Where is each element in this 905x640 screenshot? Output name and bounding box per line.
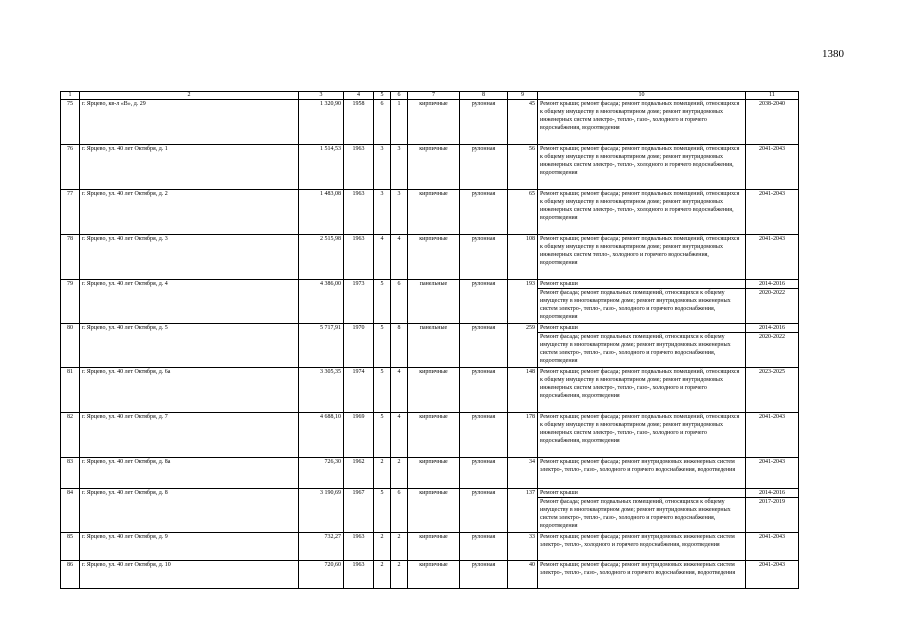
wall-material-cell: кирпичные xyxy=(408,533,460,561)
column-number: 8 xyxy=(460,92,508,100)
wall-material-cell: кирпичные xyxy=(408,235,460,280)
address-cell: г. Ярцево, ул. 40 лет Октября, д. 7 xyxy=(80,413,299,458)
entrances-cell: 2 xyxy=(391,561,408,589)
row-number: 81 xyxy=(61,368,80,413)
works-cell: Ремонт крыши; ремонт фасада; ремонт подвальных помещений, относящихся к общему имуществу в многоквартирном доме; ремонт внутридомовых инженерных систем электро-, тепло-, холодного и горячего водоснабжения, водоотведения xyxy=(538,145,746,190)
page-number: 1380 xyxy=(822,48,844,60)
entrances-cell: 4 xyxy=(391,368,408,413)
area-cell: 4 688,10 xyxy=(299,413,344,458)
term-cell: 2020-2022 xyxy=(746,333,799,368)
column-number: 9 xyxy=(508,92,538,100)
area-cell: 4 386,00 xyxy=(299,280,344,324)
works-cell: Ремонт крыши xyxy=(538,324,746,333)
column-number: 2 xyxy=(80,92,299,100)
area-cell: 2 515,98 xyxy=(299,235,344,280)
term-cell: 2020-2022 xyxy=(746,289,799,324)
term-cell: 2041-2043 xyxy=(746,190,799,235)
roof-type-cell: рулонная xyxy=(460,324,508,368)
residents-cell: 56 xyxy=(508,145,538,190)
term-cell: 2041-2043 xyxy=(746,458,799,489)
floors-cell: 3 xyxy=(374,145,391,190)
works-cell: Ремонт фасада; ремонт подвальных помещений, относящихся к общему имуществу в многоквартирном доме; ремонт внутридомовых инженерных систем электро-, тепло-, газо-, холодного и горячего водоснабжения, водоотведения xyxy=(538,498,746,533)
year-cell: 1962 xyxy=(344,458,374,489)
wall-material-cell: кирпичные xyxy=(408,145,460,190)
column-number: 3 xyxy=(299,92,344,100)
column-number: 7 xyxy=(408,92,460,100)
term-cell: 2041-2043 xyxy=(746,561,799,589)
term-cell: 2014-2016 xyxy=(746,280,799,289)
wall-material-cell: кирпичные xyxy=(408,413,460,458)
residents-cell: 40 xyxy=(508,561,538,589)
wall-material-cell: кирпичные xyxy=(408,458,460,489)
table-row xyxy=(61,280,799,289)
wall-material-cell: кирпичные xyxy=(408,561,460,589)
term-cell: 2014-2016 xyxy=(746,324,799,333)
column-number: 6 xyxy=(391,92,408,100)
row-number: 85 xyxy=(61,533,80,561)
year-cell: 1969 xyxy=(344,413,374,458)
roof-type-cell: рулонная xyxy=(460,533,508,561)
floors-cell: 2 xyxy=(374,533,391,561)
floors-cell: 5 xyxy=(374,280,391,324)
entrances-cell: 3 xyxy=(391,190,408,235)
address-cell: г. Ярцево, ул. 40 лет Октября, д. 3 xyxy=(80,235,299,280)
area-cell: 732,27 xyxy=(299,533,344,561)
roof-type-cell: рулонная xyxy=(460,561,508,589)
column-number: 10 xyxy=(538,92,746,100)
entrances-cell: 4 xyxy=(391,413,408,458)
works-cell: Ремонт крыши; ремонт фасада; ремонт подвальных помещений, относящихся к общему имуществу в многоквартирном доме; ремонт внутридомовых инженерных систем электро-, тепло-, газо-, холодного и горячего водоснабжения, водоотведения xyxy=(538,368,746,413)
row-number: 80 xyxy=(61,324,80,368)
area-cell: 1 514,53 xyxy=(299,145,344,190)
row-number: 78 xyxy=(61,235,80,280)
term-cell: 2023-2025 xyxy=(746,368,799,413)
wall-material-cell: кирпичные xyxy=(408,100,460,145)
term-cell: 2014-2016 xyxy=(746,489,799,498)
address-cell: г. Ярцево, ул. 40 лет Октября, д. 4 xyxy=(80,280,299,324)
year-cell: 1963 xyxy=(344,561,374,589)
entrances-cell: 1 xyxy=(391,100,408,145)
floors-cell: 5 xyxy=(374,413,391,458)
table-row xyxy=(61,235,799,280)
row-number: 79 xyxy=(61,280,80,324)
address-cell: г. Ярцево, ул. 40 лет Октября, д. 9 xyxy=(80,533,299,561)
roof-type-cell: рулонная xyxy=(460,235,508,280)
residents-cell: 65 xyxy=(508,190,538,235)
term-cell: 2041-2043 xyxy=(746,533,799,561)
entrances-cell: 2 xyxy=(391,458,408,489)
year-cell: 1974 xyxy=(344,368,374,413)
works-cell: Ремонт фасада; ремонт подвальных помещений, относящихся к общему имуществу в многоквартирном доме; ремонт внутридомовых инженерных систем электро-, тепло-, газо-, холодного и горячего водоснабжения, водоотведения xyxy=(538,333,746,368)
year-cell: 1963 xyxy=(344,533,374,561)
wall-material-cell: кирпичные xyxy=(408,368,460,413)
year-cell: 1967 xyxy=(344,489,374,533)
wall-material-cell: панельные xyxy=(408,280,460,324)
table-row xyxy=(61,561,799,589)
area-cell: 1 483,08 xyxy=(299,190,344,235)
table-row xyxy=(61,489,799,498)
column-number: 1 xyxy=(61,92,80,100)
floors-cell: 5 xyxy=(374,324,391,368)
address-cell: г. Ярцево, ул. 40 лет Октября, д. 6а xyxy=(80,368,299,413)
entrances-cell: 8 xyxy=(391,324,408,368)
table-row xyxy=(61,368,799,413)
area-cell: 3 190,69 xyxy=(299,489,344,533)
floors-cell: 5 xyxy=(374,368,391,413)
residents-cell: 108 xyxy=(508,235,538,280)
residents-cell: 148 xyxy=(508,368,538,413)
works-cell: Ремонт крыши; ремонт фасада; ремонт внутридомовых инженерных систем электро-, тепло-, газо-, холодного и горячего водоснабжения, водоотведения xyxy=(538,561,746,589)
table-row xyxy=(61,413,799,458)
floors-cell: 4 xyxy=(374,235,391,280)
area-cell: 3 305,35 xyxy=(299,368,344,413)
roof-type-cell: рулонная xyxy=(460,368,508,413)
area-cell: 1 320,90 xyxy=(299,100,344,145)
works-cell: Ремонт крыши xyxy=(538,489,746,498)
wall-material-cell: кирпичные xyxy=(408,190,460,235)
residents-cell: 193 xyxy=(508,280,538,324)
residents-cell: 33 xyxy=(508,533,538,561)
residents-cell: 137 xyxy=(508,489,538,533)
works-cell: Ремонт крыши; ремонт фасада; ремонт подвальных помещений, относящихся к общему имуществу в многоквартирном доме; ремонт внутридомовых инженерных систем электро-, тепло-, газо-, холодного и горячего водоснабжения, водоотведения xyxy=(538,413,746,458)
row-number: 83 xyxy=(61,458,80,489)
entrances-cell: 2 xyxy=(391,533,408,561)
floors-cell: 5 xyxy=(374,489,391,533)
table-row xyxy=(61,533,799,561)
works-cell: Ремонт крыши; ремонт фасада; ремонт подвальных помещений, относящихся к общему имуществу в многоквартирном доме; ремонт внутридомовых инженерных систем тепло-, холодного и горячего водоснабжения, водоотведения xyxy=(538,235,746,280)
table-row xyxy=(61,100,799,145)
column-number: 5 xyxy=(374,92,391,100)
address-cell: г. Ярцево, ул. 40 лет Октября, д. 1 xyxy=(80,145,299,190)
entrances-cell: 4 xyxy=(391,235,408,280)
address-cell: г. Ярцево, ул. 40 лет Октября, д. 2 xyxy=(80,190,299,235)
residents-cell: 34 xyxy=(508,458,538,489)
address-cell: г. Ярцево, ул. 40 лет Октября, д. 8 xyxy=(80,489,299,533)
term-cell: 2041-2043 xyxy=(746,413,799,458)
address-cell: г. Ярцево, ул. 40 лет Октября, д. 5 xyxy=(80,324,299,368)
term-cell: 2041-2043 xyxy=(746,145,799,190)
address-cell: г. Ярцево, кв-л «В», д. 29 xyxy=(80,100,299,145)
term-cell: 2038-2040 xyxy=(746,100,799,145)
residents-cell: 45 xyxy=(508,100,538,145)
residents-cell: 178 xyxy=(508,413,538,458)
residents-cell: 259 xyxy=(508,324,538,368)
address-cell: г. Ярцево, ул. 40 лет Октября, д. 8а xyxy=(80,458,299,489)
roof-type-cell: рулонная xyxy=(460,489,508,533)
works-cell: Ремонт крыши; ремонт фасада; ремонт внутридомовых инженерных систем электро-, тепло-, холодного и горячего водоснабжения, водоотведения xyxy=(538,533,746,561)
works-cell: Ремонт крыши xyxy=(538,280,746,289)
entrances-cell: 3 xyxy=(391,145,408,190)
year-cell: 1963 xyxy=(344,235,374,280)
table-row xyxy=(61,324,799,333)
table-row xyxy=(61,145,799,190)
roof-type-cell: рулонная xyxy=(460,413,508,458)
floors-cell: 2 xyxy=(374,458,391,489)
year-cell: 1963 xyxy=(344,190,374,235)
works-cell: Ремонт крыши; ремонт фасада; ремонт подвальных помещений, относящихся к общему имуществу в многоквартирном доме; ремонт внутридомовых инженерных систем электро-, тепло-, газо-, холодного и горячего водоснабжения, водоотведения xyxy=(538,100,746,145)
works-cell: Ремонт крыши; ремонт фасада; ремонт подвальных помещений, относящихся к общему имуществу в многоквартирном доме; ремонт внутридомовых инженерных систем электро-, тепло-, холодного и горячего водоснабжения, водоотведения xyxy=(538,190,746,235)
term-cell: 2041-2043 xyxy=(746,235,799,280)
roof-type-cell: рулонная xyxy=(460,190,508,235)
floors-cell: 2 xyxy=(374,561,391,589)
works-cell: Ремонт фасада; ремонт подвальных помещений, относящихся к общему имуществу в многоквартирном доме; ремонт внутридомовых инженерных систем электро-, тепло-, газо-, холодного и горячего водоснабжения, водоотведения xyxy=(538,289,746,324)
area-cell: 5 717,91 xyxy=(299,324,344,368)
row-number: 76 xyxy=(61,145,80,190)
year-cell: 1963 xyxy=(344,145,374,190)
entrances-cell: 6 xyxy=(391,280,408,324)
column-number-row xyxy=(61,92,799,100)
column-number: 4 xyxy=(344,92,374,100)
row-number: 75 xyxy=(61,100,80,145)
roof-type-cell: рулонная xyxy=(460,100,508,145)
roof-type-cell: рулонная xyxy=(460,458,508,489)
floors-cell: 3 xyxy=(374,190,391,235)
term-cell: 2017-2019 xyxy=(746,498,799,533)
table-row xyxy=(61,190,799,235)
year-cell: 1958 xyxy=(344,100,374,145)
wall-material-cell: кирпичные xyxy=(408,489,460,533)
floors-cell: 6 xyxy=(374,100,391,145)
year-cell: 1973 xyxy=(344,280,374,324)
row-number: 77 xyxy=(61,190,80,235)
row-number: 84 xyxy=(61,489,80,533)
wall-material-cell: панельные xyxy=(408,324,460,368)
table-row xyxy=(61,458,799,489)
roof-type-cell: рулонная xyxy=(460,145,508,190)
repair-program-table xyxy=(60,91,799,589)
area-cell: 726,30 xyxy=(299,458,344,489)
works-cell: Ремонт крыши; ремонт фасада; ремонт внутридомовых инженерных систем электро-, тепло-, газо-, холодного и горячего водоснабжения, водоотведения xyxy=(538,458,746,489)
year-cell: 1970 xyxy=(344,324,374,368)
column-number: 11 xyxy=(746,92,799,100)
area-cell: 720,60 xyxy=(299,561,344,589)
address-cell: г. Ярцево, ул. 40 лет Октября, д. 10 xyxy=(80,561,299,589)
entrances-cell: 6 xyxy=(391,489,408,533)
roof-type-cell: рулонная xyxy=(460,280,508,324)
row-number: 86 xyxy=(61,561,80,589)
row-number: 82 xyxy=(61,413,80,458)
